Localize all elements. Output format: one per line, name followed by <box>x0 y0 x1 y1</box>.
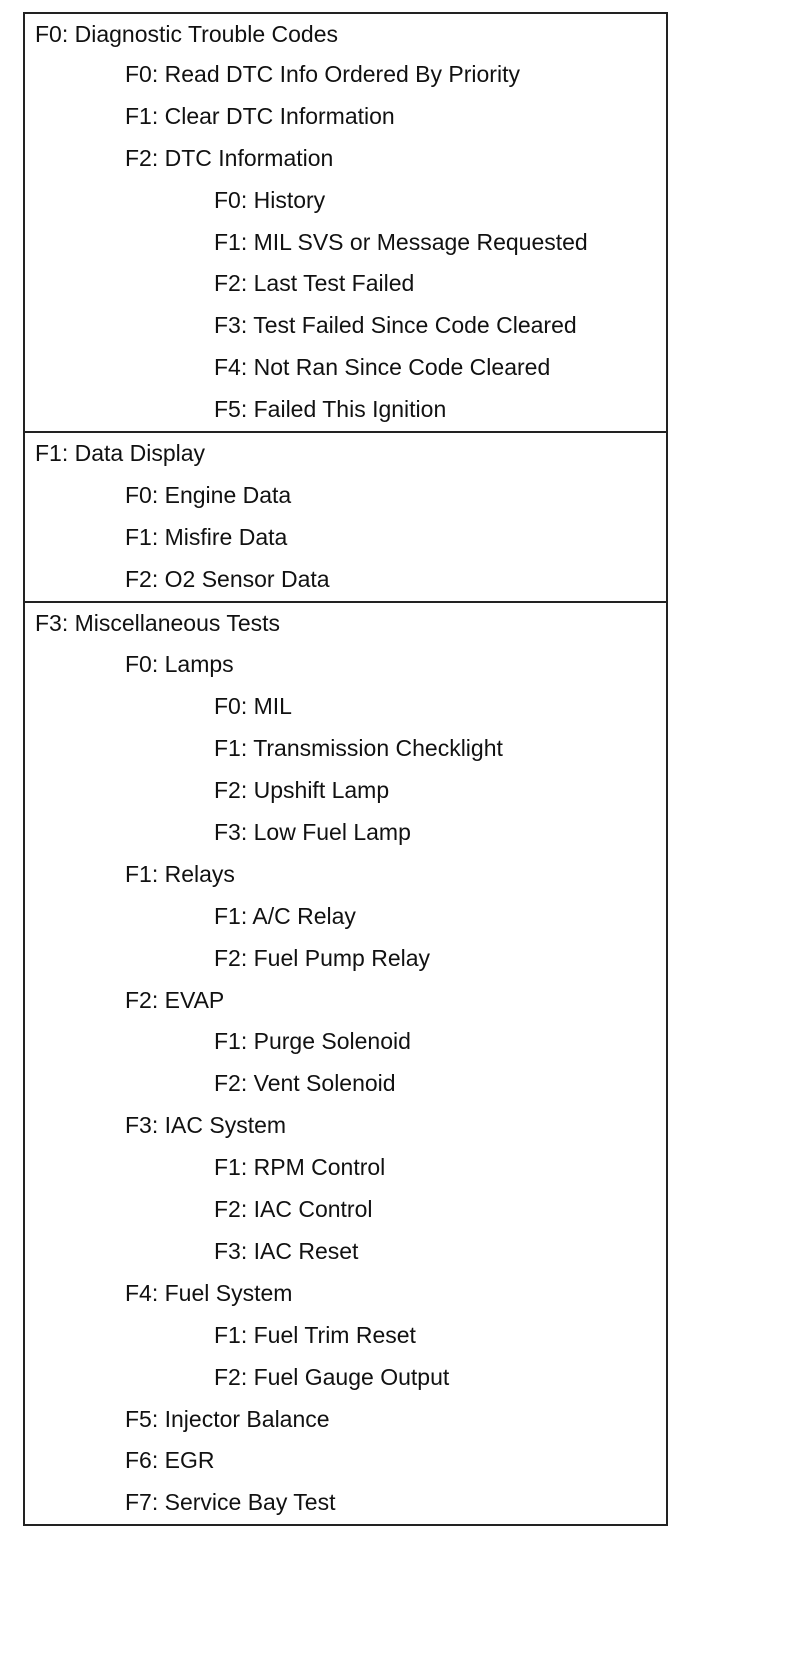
submenu-item: F0: MIL <box>214 693 292 720</box>
submenu-item: F2: Fuel Gauge Output <box>214 1363 450 1390</box>
menu-section <box>23 12 668 431</box>
submenu-item: F2: Last Test Failed <box>214 270 415 297</box>
menu-item: F3: IAC System <box>125 1112 287 1139</box>
submenu-item: F2: Vent Solenoid <box>214 1070 396 1097</box>
menu-section <box>23 601 668 1527</box>
menu-item: F1: Relays <box>125 860 235 887</box>
submenu-item: F1: Fuel Trim Reset <box>214 1321 416 1348</box>
menu-item: F2: O2 Sensor Data <box>125 565 330 592</box>
menu-section <box>23 431 668 601</box>
submenu-item: F3: Low Fuel Lamp <box>214 819 411 846</box>
submenu-item: F0: History <box>214 186 326 213</box>
menu-tree-table <box>23 12 668 1526</box>
submenu-item: F1: MIL SVS or Message Requested <box>214 228 588 255</box>
menu-item: F5: Injector Balance <box>125 1405 330 1432</box>
menu-item: F1: Misfire Data <box>125 523 288 550</box>
submenu-item: F2: IAC Control <box>214 1196 373 1223</box>
menu-item: F6: EGR <box>125 1447 215 1474</box>
submenu-item: F2: Upshift Lamp <box>214 777 390 804</box>
submenu-item: F1: Transmission Checklight <box>214 735 503 762</box>
submenu-item: F1: A/C Relay <box>214 902 356 929</box>
menu-item: F2: EVAP <box>125 986 225 1013</box>
menu-item: F1: Clear DTC Information <box>125 102 395 129</box>
submenu-item: F2: Fuel Pump Relay <box>214 944 431 971</box>
submenu-item: F3: Test Failed Since Code Cleared <box>214 312 577 339</box>
submenu-item: F1: RPM Control <box>214 1154 386 1181</box>
submenu-item: F1: Purge Solenoid <box>214 1028 411 1055</box>
menu-item: F0: Lamps <box>125 651 234 678</box>
menu-item: F0: Read DTC Info Ordered By Priority <box>125 61 520 87</box>
menu-item: F0: Engine Data <box>125 481 292 508</box>
submenu-item: F3: IAC Reset <box>214 1237 359 1264</box>
menu-item: F2: DTC Information <box>125 144 334 171</box>
section-heading: F0: Diagnostic Trouble Codes <box>35 21 338 47</box>
menu-item: F7: Service Bay Test <box>125 1489 336 1516</box>
menu-item: F4: Fuel System <box>125 1279 293 1306</box>
section-heading: F3: Miscellaneous Tests <box>35 609 281 636</box>
submenu-item: F5: Failed This Ignition <box>214 396 447 423</box>
section-heading: F1: Data Display <box>35 440 206 467</box>
submenu-item: F4: Not Ran Since Code Cleared <box>214 354 551 381</box>
